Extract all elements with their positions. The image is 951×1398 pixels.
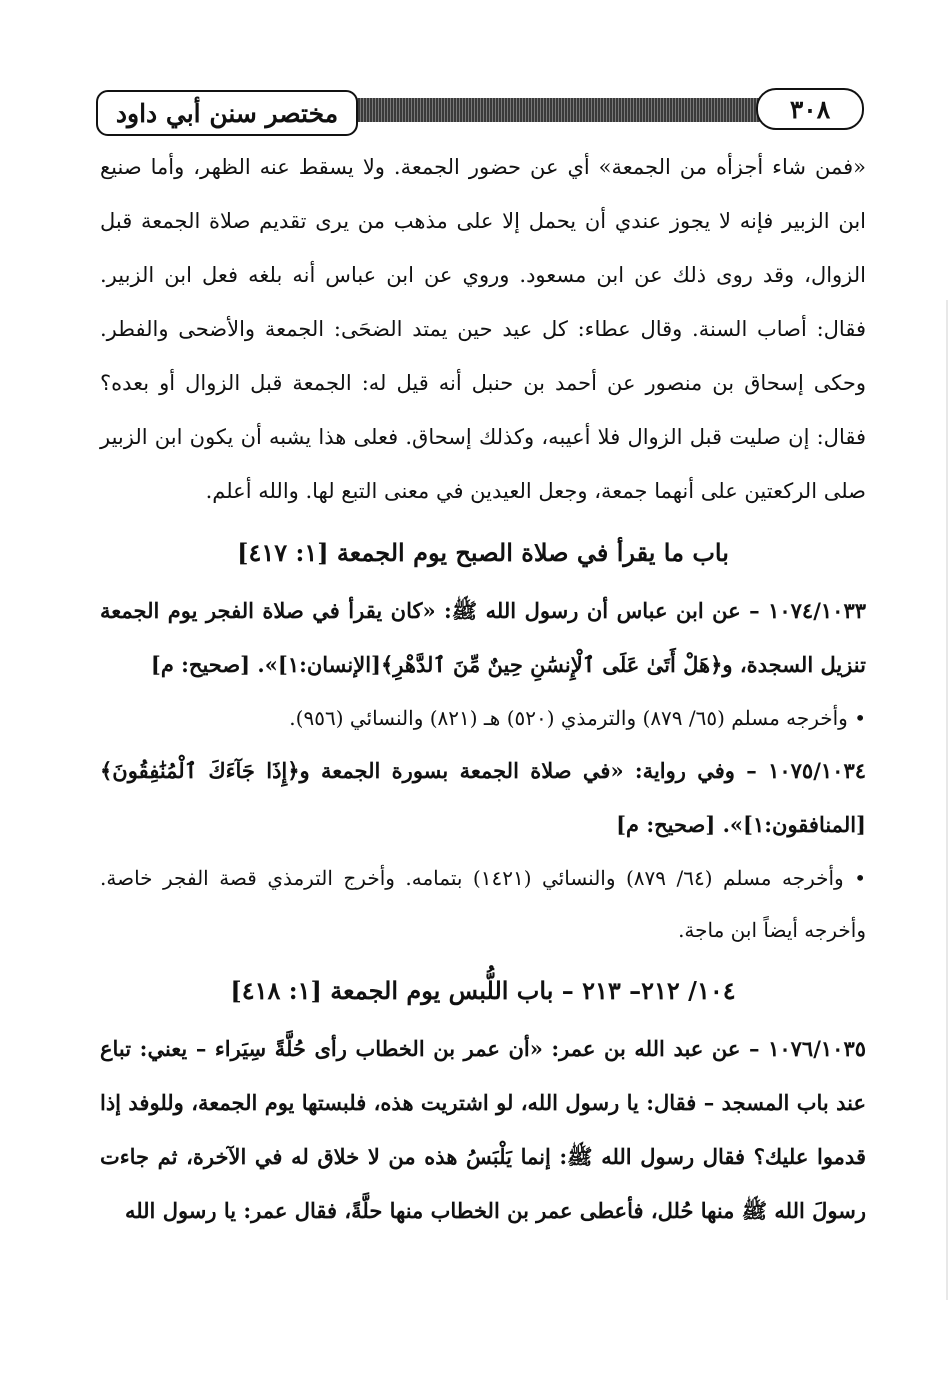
hadith-1075: ١٠٧٥/١٠٣٤ – وفي رواية: «في صلاة الجمعة بسورة الجمعة و﴿إِذَا جَآءَكَ ٱلْمُنَٰفِقُونَ﴾[المنافقون:١]». [صحيح: م] xyxy=(100,758,866,837)
commentary-paragraph: «فمن شاء أجزأه من الجمعة» أي عن حضور الجمعة. ولا يسقط عنه الظهر، وأما صنيع ابن الزبير فإنه لا يجوز عندي أن يحمل إلا على مذهب من يرى تقديم صلاة الجمعة قبل الزوال، وقد روى ذلك عن ابن مسعود. وروي عن ابن عباس أنه بلغه فعل ابن الزبير. فقال: أصاب السنة. وقال عطاء: كل عيد حين يمتد الضحَى: الجمعة والأضحى والفطر. وحكى إسحاق بن منصور عن أحمد بن حنبل أنه قيل له: الجمعة قبل الزوال أو بعده؟ فقال: إن صليت قبل الزوال فلا أعيبه، وكذلك إسحاق. فعلى هذا يشبه أن يكون ابن الزبير صلى الركعتين على أنهما جمعة، وجعل العيدين في معنى التبع لها. والله أعلم. xyxy=(100,155,866,503)
takhrij-note-1074: • وأخرجه مسلم (٦٥/ ٨٧٩) والترمذي (٥٢٠) هـ (٨٢١) والنسائي (٩٥٦). xyxy=(289,706,866,730)
takhrij-note-1075: • وأخرجه مسلم (٦٤/ ٨٧٩) والنسائي (١٤٢١) بتمامه. وأخرج الترمذي قصة الفجر خاصة. وأخرجه أيضاً ابن ماجة. xyxy=(100,866,866,942)
hadith-1074: ١٠٧٤/١٠٣٣ – عن ابن عباس أن رسول الله ﷺ: «كان يقرأ في صلاة الفجر يوم الجمعة تنزيل السجدة، و﴿هَلْ أَتَىٰ عَلَى ٱلْإِنسَٰنِ حِينٌ مِّنَ ٱلدَّهْرِ﴾[الإنسان:١]». [صحيح: م] xyxy=(100,598,866,677)
book-title: مختصر سنن أبي داود xyxy=(96,90,358,136)
page-header xyxy=(96,88,864,138)
page-number: ٣٠٨ xyxy=(756,88,864,130)
hadith-1076: ١٠٧٦/١٠٣٥ – عن عبد الله بن عمر: «أن عمر بن الخطاب رأى حُلَّةً سِيَراء – يعني: تباع عند باب المسجد – فقال: يا رسول الله، لو اشتريت هذه، فلبستها يوم الجمعة، وللوفد إذا قدموا عليك؟ فقال رسول الله ﷺ: إنما يَلْبَسُ هذه من لا خلاق له في الآخرة، ثم جاءت رسولَ الله ﷺ منها حُلل، فأعطى عمر بن الخطاب منها حلَّةً، فقال عمر: يا رسول الله xyxy=(100,1036,866,1223)
chapter-heading: باب ما يقرأ في صلاة الصبح يوم الجمعة [١: ٤١٧] xyxy=(237,538,729,567)
scan-edge-line xyxy=(946,300,948,1300)
page-content xyxy=(100,140,866,1238)
chapter-heading: ١٠٤/ ٢١٢– ٢١٣ – باب اللُّبس يوم الجمعة [١: ٤١٨] xyxy=(230,976,736,1005)
header-decorative-band xyxy=(346,98,774,122)
